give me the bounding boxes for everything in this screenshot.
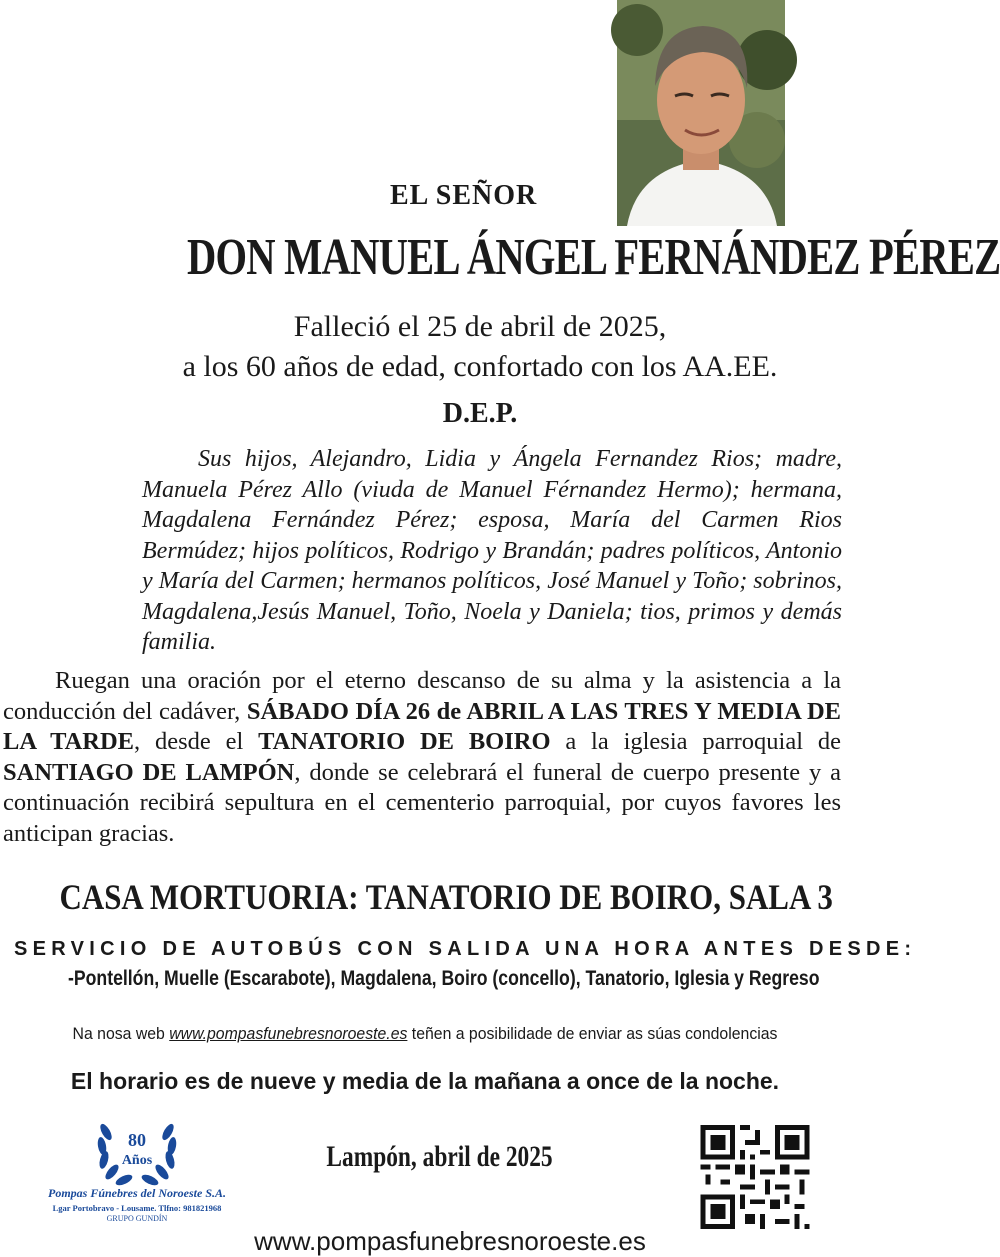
- company-address: Lgar Portobravo - Lousame. Tlfno: 981821968: [52, 1203, 222, 1213]
- funeral-home-heading: CASA MORTUORIA: TANATORIO DE BOIRO, SALA 3: [59, 877, 833, 917]
- church-name: SANTIAGO DE LAMPÓN: [3, 758, 295, 786]
- title-prefix: EL SEÑOR: [390, 180, 538, 211]
- qr-code-icon[interactable]: [700, 1125, 810, 1229]
- deceased-name: DON MANUEL ÁNGEL FERNÁNDEZ PÉREZ: [187, 229, 1000, 286]
- ceremony-text: Ruegan una oración por el eterno descanso de su alma y la asistencia a la conducción del cadáver,: [3, 667, 841, 725]
- visiting-hours: El horario es de nueve y media de la mañana a once de la noche.: [70, 1068, 780, 1094]
- ceremony-text: a la iglesia parroquial de: [550, 728, 841, 755]
- logo-label: Años: [121, 1153, 153, 1168]
- family-paragraph: Sus hijos, Alejandro, Lidia y Ángela Fernandez Rios; madre, Manuela Pérez Allo (viuda de Manuel Férnandez Hermo); hermana, Magdalena Fernández Pérez; esposa, María del Carmen Rios Bermúdez; hijos políticos, Rodrigo y Brandán; padres políticos, Antonio y María del Carmen; hermanos políticos, José Manuel y Toño; sobrinos, Magdalena,Jesús Manuel, Toño, Noela y Daniela; tios, primos y demás familia.: [142, 446, 842, 655]
- death-age-line: a los 60 años de edad, confortado con los AA.EE.: [182, 350, 778, 383]
- website-link[interactable]: www.pompasfunebresnoroeste.es: [169, 1024, 408, 1043]
- dep-label: D.E.P.: [442, 398, 518, 429]
- ceremony-paragraph: [3, 666, 841, 849]
- ceremony-date: SÁBADO DÍA 26 de ABRIL A LAS TRES Y MEDIA DE LA TARDE: [3, 697, 841, 755]
- web-notice-text: Na nosa web: [72, 1024, 170, 1043]
- company-name: Pompas Fúnebres del Noroeste S.A.: [47, 1186, 226, 1200]
- web-notice-text: teñen a posibilidade de enviar as súas condolencias: [407, 1024, 778, 1043]
- funeral-home-name: TANATORIO DE BOIRO: [258, 728, 551, 755]
- death-date-line: Falleció el 25 de abril de 2025,: [293, 310, 667, 343]
- bus-service-heading: SERVICIO DE AUTOBÚS CON SALIDA UNA HORA ANTES DESDE:: [14, 938, 917, 960]
- portrait-photo: [617, 0, 785, 226]
- ceremony-text: , desde el: [134, 728, 259, 755]
- bus-route: -Pontellón, Muelle (Escarabote), Magdalena, Boiro (concello), Tanatorio, Iglesia y Regreso: [68, 967, 820, 990]
- web-notice: [30, 1024, 821, 1044]
- company-group: GRUPO GUNDÍN: [106, 1214, 168, 1223]
- ceremony-text: , donde se celebrará el funeral de cuerpo presente y a continuación recibirá sepultura en el cementerio parroquial, por cuyos favores les anticipan gracias.: [3, 758, 841, 847]
- laurel-wreath-icon: [22, 1112, 252, 1188]
- footer-website[interactable]: www.pompasfunebresnoroeste.es: [254, 1226, 646, 1256]
- logo-number: 80: [128, 1130, 146, 1150]
- place-date: Lampón, abril de 2025: [326, 1140, 553, 1173]
